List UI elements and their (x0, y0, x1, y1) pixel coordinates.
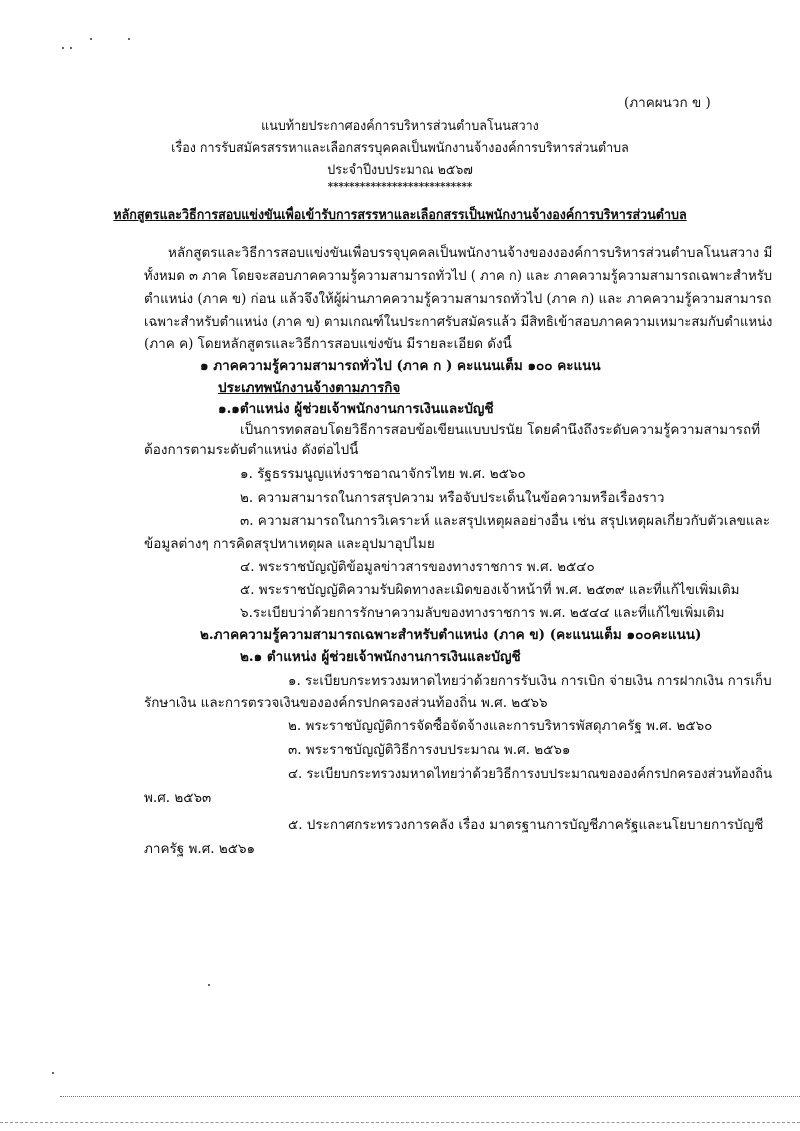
part1-item: ๕. พระราชบัญญัติความรับผิดทางละเมิดของเจ้าหน้าที่ พ.ศ. ๒๕๓๙ และที่แก้ไขเพิ่มเติม (240, 582, 740, 598)
part1-item: ข้อมูลต่างๆ การคิดสรุปหาเหตุผล และอุปมาอุปไมย (144, 536, 435, 552)
part1-item: ๖.ระเบียบว่าด้วยการรักษาความลับของทางราชการ พ.ศ. ๒๕๔๔ และที่แก้ไขเพิ่มเติม (240, 605, 725, 621)
header-line-3: ประจำปีงบประมาณ ๒๕๖๗ (327, 162, 473, 178)
part1-desc-line: เป็นการทดสอบโดยวิธีการสอบข้อเขียนแบบปรนัย โดยคำนึงถึงระดับความรู้ความสามารถที่ (240, 422, 761, 438)
scan-edge-line (60, 1096, 800, 1097)
scan-speck (52, 1072, 54, 1074)
scan-speck (128, 38, 130, 40)
header-line-2: เรื่อง การรับสมัครสรรหาและเลือกสรรบุคคลเป็นพนักงานจ้างองค์การบริหารส่วนตำบล (171, 140, 629, 156)
part1-item: ๓. ความสามารถในการวิเคราะห์ และสรุปเหตุผลอย่างอื่น เช่น สรุปเหตุผลเกี่ยวกับตัวเลขและ (240, 513, 771, 529)
appendix-label: (ภาคผนวก ข ) (624, 95, 711, 111)
intro-line: เฉพาะสำหรับตำแหน่ง (ภาค ข) ตามเกณฑ์ในประกาศรับสมัครแล้ว มีสิทธิเข้าสอบภาคความเหมาะสมกับตำแหน่ง (144, 314, 773, 330)
part1-item: ๔. พระราชบัญญัติข้อมูลข่าวสารของทางราชการ พ.ศ. ๒๕๔๐ (240, 559, 595, 575)
intro-line: ตำแหน่ง (ภาค ข) ก่อน แล้วจึงให้ผู้ผ่านภาคความรู้ความสามารถทั่วไป (ภาค ก) และ ภาคความรู้ความสามารถ (144, 291, 772, 307)
intro-line: (ภาค ค) โดยหลักสูตรและวิธีการสอบแข่งขัน มีรายละเอียด ดังนี้ (144, 336, 512, 352)
part1-item: ๒. ความสามารถในการสรุปความ หรือจับประเด็นในข้อความหรือเรื่องราว (240, 490, 665, 506)
part2-item: ๓. พระราชบัญญัติวิธีการงบประมาณ พ.ศ. ๒๕๖๑ (288, 742, 571, 758)
part2-heading: ๒.ภาคความรู้ความสามารถเฉพาะสำหรับตำแหน่ง (ภาค ข) (คะแนนเต็ม ๑๐๐คะแนน) (200, 627, 702, 643)
part2-item: พ.ศ. ๒๕๖๓ (144, 790, 212, 806)
scan-edge-line (0, 1122, 800, 1123)
part1-item: ๑. รัฐธรรมนูญแห่งราชอาณาจักรไทย พ.ศ. ๒๕๖๐ (240, 466, 526, 482)
part2-item: ๔. ระเบียบกระทรวงมหาดไทยว่าด้วยวิธีการงบประมาณขององค์กรปกครองส่วนท้องถิ่น (288, 766, 773, 782)
part1-position: ๑.๑ตำแหน่ง ผู้ช่วยเจ้าพนักงานการเงินและบัญชี (218, 401, 494, 417)
header-stars: *************************** (327, 180, 473, 193)
part2-item: ภาครัฐ พ.ศ. ๒๕๖๑ (144, 841, 256, 857)
part1-subheading: ประเภทพนักงานจ้างตามภารกิจ (218, 380, 401, 396)
part2-item: ๕. ประกาศกระทรวงการคลัง เรื่อง มาตรฐานการบัญชีภาครัฐและนโยบายการบัญชี (288, 817, 764, 833)
part2-position: ๒.๑ ตำแหน่ง ผู้ช่วยเจ้าพนักงานการเงินและบัญชี (240, 649, 521, 665)
part2-item: รักษาเงิน และการตรวจเงินขององค์กรปกครองส่วนท้องถิ่น พ.ศ. ๒๕๖๖ (144, 695, 548, 711)
part2-item: ๑. ระเบียบกระทรวงมหาดไทยว่าด้วยการรับเงิน การเบิก จ่ายเงิน การฝากเงิน การเก็บ (288, 673, 772, 689)
scan-speck (208, 984, 210, 986)
scan-speck (90, 38, 92, 40)
intro-line: ทั้งหมด ๓ ภาค โดยจะสอบภาคความรู้ความสามารถทั่วไป ( ภาค ก) และ ภาคความรู้ความสามารถเฉพาะสำหรับ (144, 268, 773, 284)
intro-line: หลักสูตรและวิธีการสอบแข่งขันเพื่อบรรจุบุคคลเป็นพนักงานจ้างของงองค์การบริหารส่วนตำบลโนนสวาง มี (168, 245, 773, 261)
scan-speck (70, 47, 72, 49)
part2-item: ๒. พระราชบัญญัติการจัดซื้อจัดจ้างและการบริหารพัสดุภาครัฐ พ.ศ. ๒๕๖๐ (288, 718, 713, 734)
section-title: หลักสูตรและวิธีการสอบแข่งขันเพื่อเข้ารับการสรรหาและเลือกสรรเป็นพนักงานจ้างองค์การบริหารส่วนตำบล (113, 207, 687, 223)
scan-speck (62, 47, 64, 49)
part1-heading: ๑ ภาคความรู้ความสามารถทั่วไป (ภาค ก ) คะแนนเต็ม ๑๐๐ คะแนน (200, 358, 601, 374)
part1-desc-line: ต้องการตามระดับตำแหน่ง ดังต่อไปนี้ (144, 442, 359, 458)
header-line-1: แนบท้ายประกาศองค์การบริหารส่วนตำบลโนนสวาง (261, 118, 539, 134)
